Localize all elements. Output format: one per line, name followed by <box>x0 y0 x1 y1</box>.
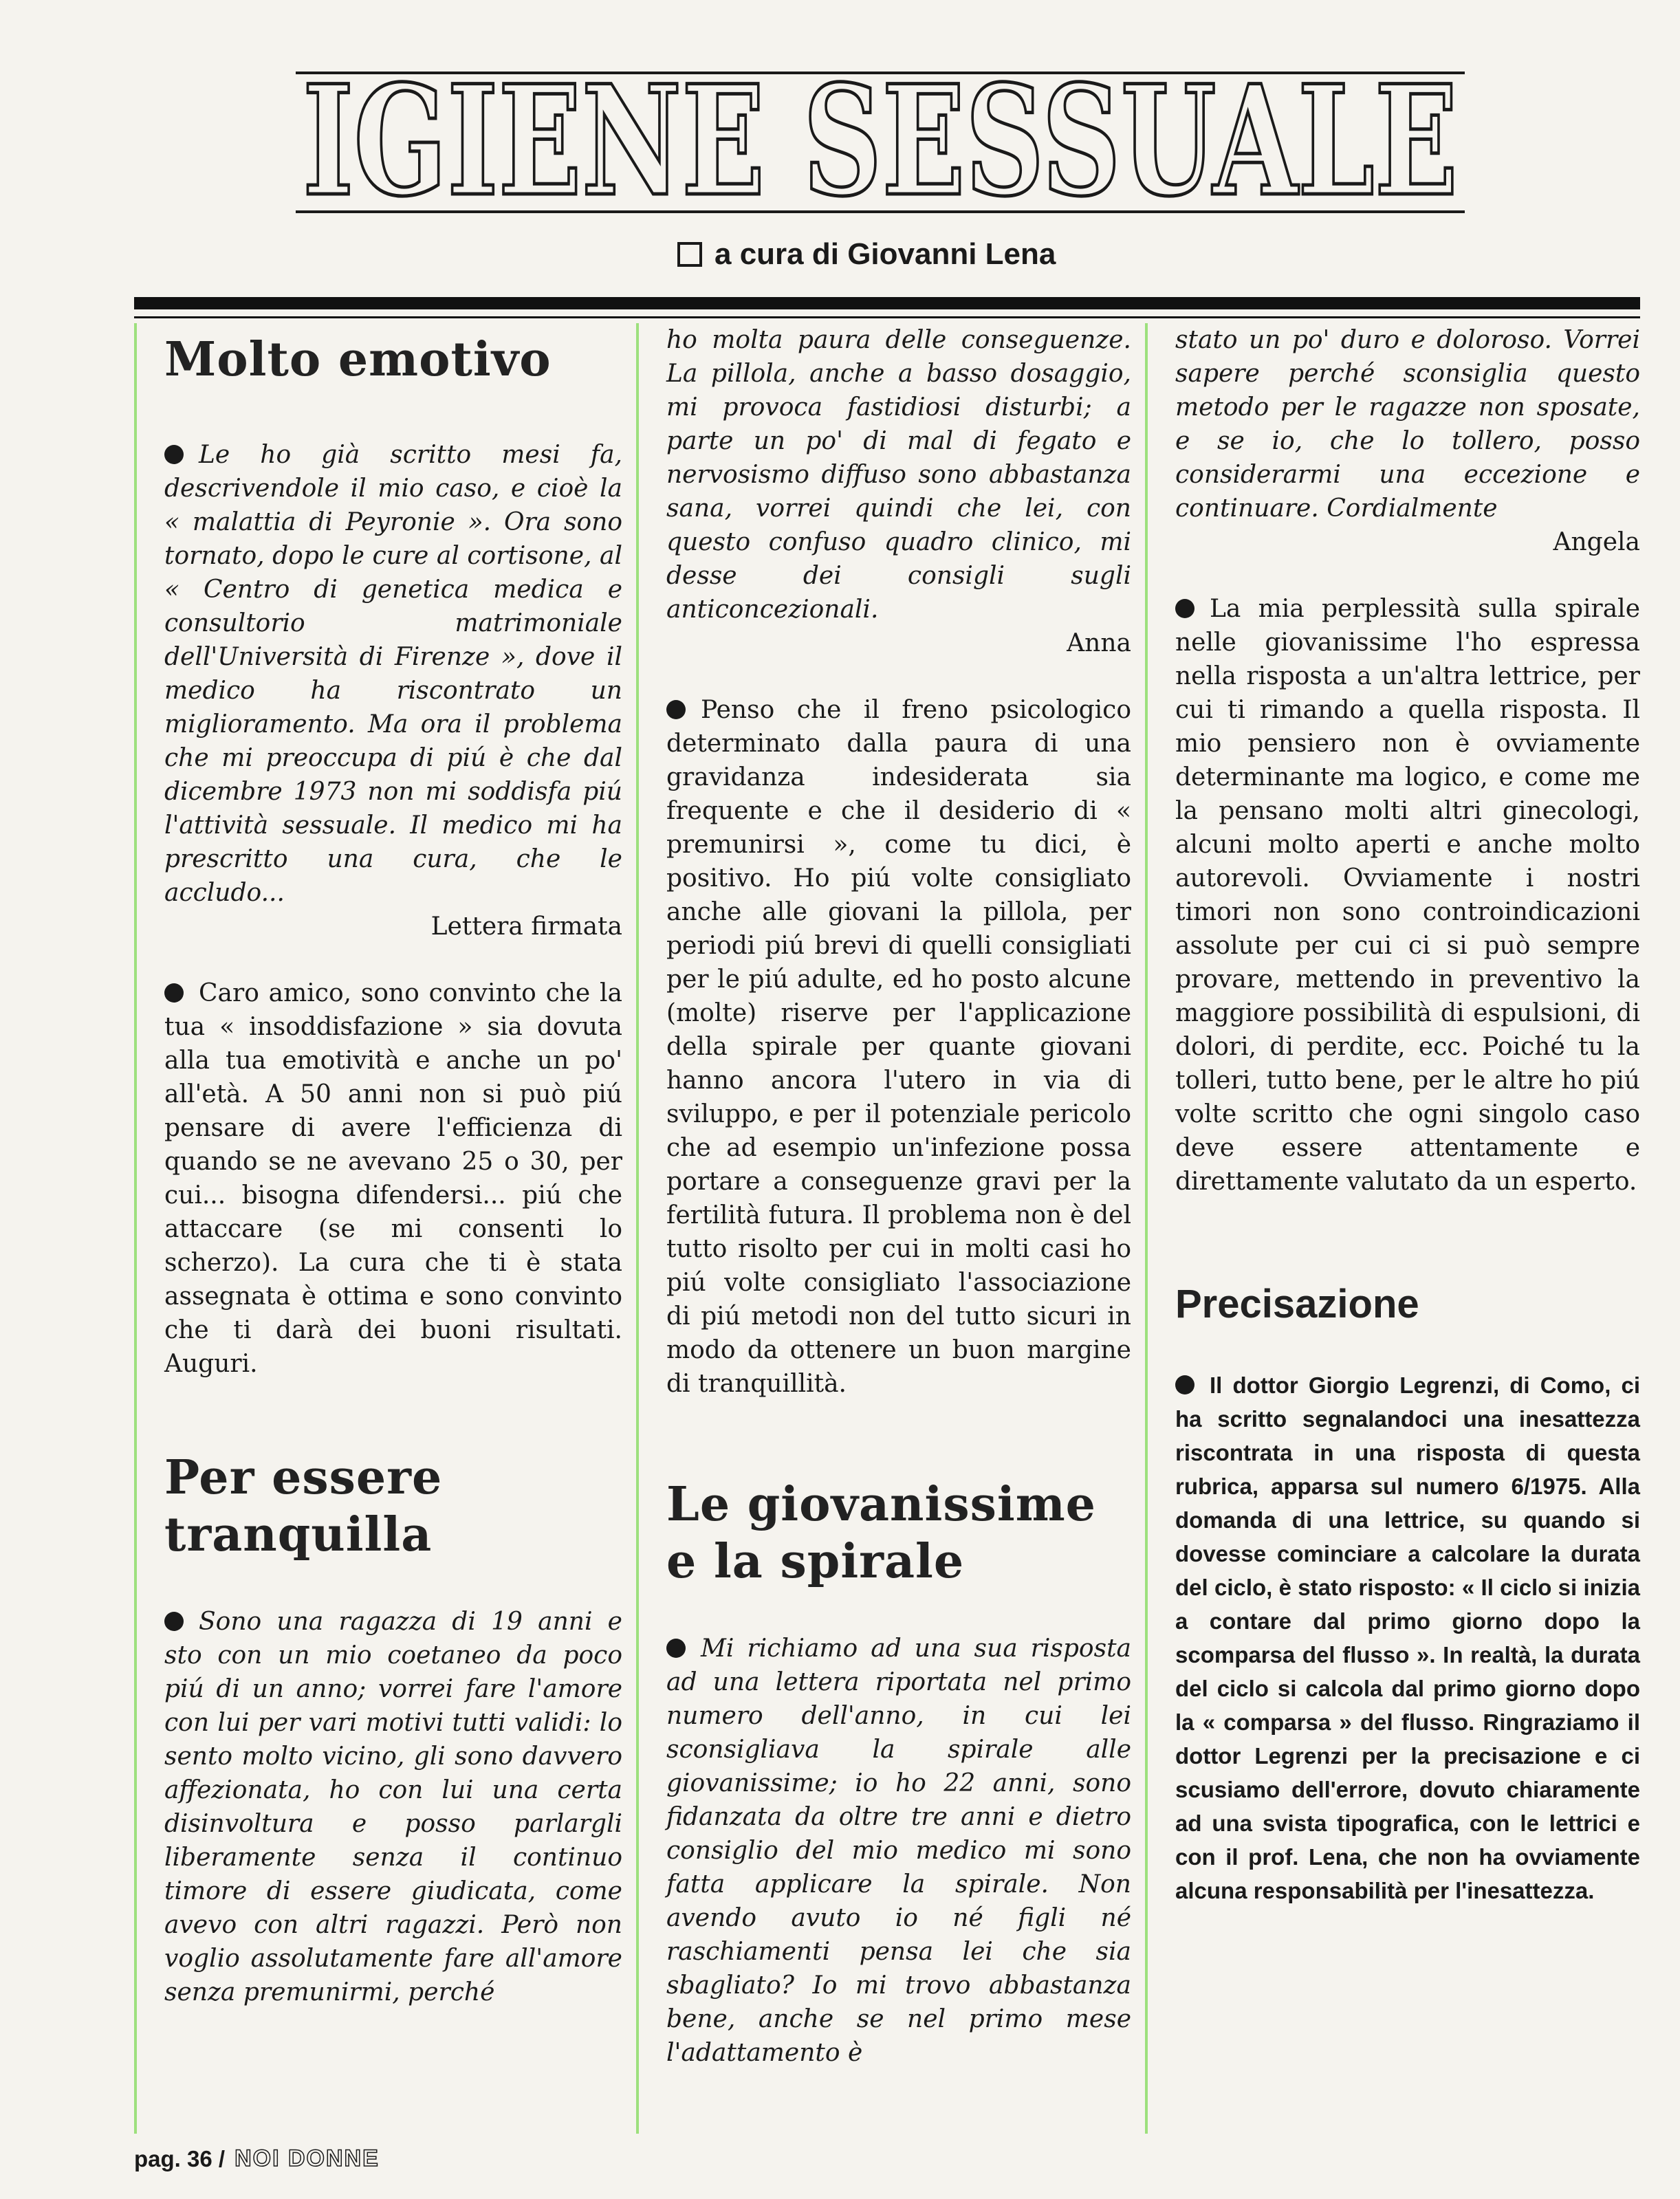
masthead <box>296 63 1465 221</box>
letter-text: Sono una ragazza di 19 anni e sto con un mio coetaneo da poco piú di un anno; vorrei fare l'amore con lui per vari motivi tutti validi: lo sento molto vicino, gli sono davvero affezionata, ho con lui una certa disinvoltura e posso parlargli liberamente senza il continuo timore di essere giudicata, come avevo con altri ragazzi. Però non voglio assolutamente fare all'amore senza premunirmi, perché <box>164 1607 622 2006</box>
article-title-le-giovanissime: Le giovanissime e la spirale <box>666 1477 1096 1589</box>
precisazione-text: Il dottor Giorgio Legrenzi, di Como, ci ha scritto segnalandoci una inesattezza riscontrata in una risposta di questa rubrica, apparsa sul numero 6/1975. Alla domanda di una lettrice, su quando si dovesse cominciare a calcolare la durata del ciclo, è stato risposto: « Il ciclo si inizia a contare dal primo giorno dopo la scomparsa del flusso ». In realtà, la durata del ciclo si calcola dal primo giorno dopo la « comparsa » del flusso. Ringraziamo il dottor Legrenzi per la precisazione e ci scusiamo dell'errore, dovuto chiaramente ad una svista tipografica, con le lettrici e con il prof. Lena, che non ha ovviamente alcuna responsabilità per l'inesattezza. <box>1175 1372 1640 1903</box>
column-1 <box>134 323 622 2134</box>
bullet-icon <box>1175 599 1194 618</box>
bullet-icon <box>164 445 184 464</box>
checkbox-icon <box>677 242 702 267</box>
bullet-icon <box>164 983 184 1003</box>
masthead-title <box>296 63 1465 221</box>
answer-text: Penso che il freno psicologico determinato dalla paura di una gravidanza indesiderata sia frequente e che il desiderio di « premunirsi », come tu dici, è positivo. Ho piú volte consigliato anche alle giovani la pillola, per periodi piú brevi di quelli consigliati per le piú adulte, ed ho posto alcune (molte) riserve per l'applicazione della spirale per quante giovani hanno ancora l'utero in via di sviluppo, e per il potenziale pericolo che ad esempio un'infezione possa portare a conseguenze gravi per la fertilità futura. Il problema non è del tutto risolto per cui in molti casi ho piú volte consigliato l'associazione di piú metodi non del tutto sicuri in modo da ottenere un buon margine di tranquillità. <box>666 696 1131 1398</box>
byline <box>677 237 1056 272</box>
letter-text: Mi richiamo ad una sua risposta ad una lettera riportata nel primo numero dell'anno, in cui lei sconsigliava la spirale alle giovanissime; io ho 22 anni, sono fidanzata da oltre tre anni e dietro consiglio del mio medico mi sono fatta applicare la spirale. Non avendo avuto io né figli né raschiamenti pensa lei che sia sbagliato? Io mi trovo abbastanza bene, anche se nel primo mese l'adattamento è <box>666 1634 1131 2067</box>
masthead-text: IGIENE SESSUALE <box>303 63 1458 221</box>
bullet-icon <box>666 1639 686 1658</box>
letter-text: Le ho già scritto mesi fa, descrivendole il mio caso, e cioè la « malattia di Peyronie ». Ora sono tornato, dopo le cure al cortisone, al « Centro di genetica medica e consultorio matrimoniale dell'Università di Firenze », dove il medico ha riscontrato un miglioramento. Ma ora il problema che mi preoccupa di piú è che dal dicembre 1973 non mi soddisfa piú l'attività sessuale. Il medico mi ha prescritto una cura, che le accludo... <box>164 440 622 907</box>
page-footer <box>134 2145 380 2172</box>
article-title-per-essere-tranquilla: Per essere tranquilla <box>164 1449 443 1562</box>
letter-text-continued: stato un po' duro e doloroso. Vorrei sapere perché sconsiglia questo metodo per le ragazze non sposate, e se io, che lo tollero, posso considerarmi una eccezione e continuare. Cordialmente <box>1175 326 1640 523</box>
header-rule <box>134 297 1640 309</box>
article-title-molto-emotivo: Molto emotivo <box>164 332 552 387</box>
page-number: pag. 36 / <box>134 2145 226 2171</box>
answer-text: Caro amico, sono convinto che la tua « insoddisfazione » sia dovuta alla tua emotività e anche un po' all'età. A 50 anni non si può piú pensare di avere l'efficienza di quando se ne avevano 25 o 30, per cui... bisogna difendersi... piú che attaccare (se mi consenti lo scherzo). La cura che ti è stata assegnata è ottima e sono convinto che ti darà dei buoni risultati. Auguri. <box>164 978 622 1378</box>
letter-signature: Angela <box>1553 528 1640 556</box>
article-title-precisazione: Precisazione <box>1175 1282 1419 1326</box>
header-rule-thin <box>134 316 1640 318</box>
byline-text: a cura di Giovanni Lena <box>714 237 1056 271</box>
bullet-icon <box>666 700 686 719</box>
letter-text-continued: ho molta paura delle conseguenze. La pillola, anche a basso dosaggio, mi provoca fastidiosi disturbi; a parte un po' di mal di fegato e nervosismo diffuso sono abbastanza sana, vorrei quindi che lei, con questo confuso quadro clinico, mi desse dei consigli sugli anticoncezionali. <box>666 326 1131 624</box>
bullet-icon <box>164 1612 184 1631</box>
bullet-icon <box>1175 1375 1194 1394</box>
letter-signature: Lettera firmata <box>430 912 622 941</box>
answer-text: La mia perplessità sulla spirale nelle giovanissime l'ho espressa nella risposta a un'altra lettrice, per cui ti rimando a quella risposta. Il mio pensiero non è ovviamente determinante ma logico, e come me la pensano molti altri ginecologi, alcuni molto aperti e anche molto autorevoli. Ovviamente i nostri timori non sono controindicazioni assolute per cui ci si può sempre provare, mettendo in preventivo la maggiore possibilità di espulsioni, di dolori, di perdite, ecc. Poiché tu la tolleri, tutto bene, per le altre ho piú volte scritto che ogni singolo caso deve essere attentamente e direttamente valutato da un esperto. <box>1175 595 1640 1196</box>
letter-signature: Anna <box>1067 629 1131 657</box>
magazine-logo: NOI DONNE <box>234 2145 380 2171</box>
column-2 <box>636 323 1131 2134</box>
column-3 <box>1145 323 1640 2134</box>
